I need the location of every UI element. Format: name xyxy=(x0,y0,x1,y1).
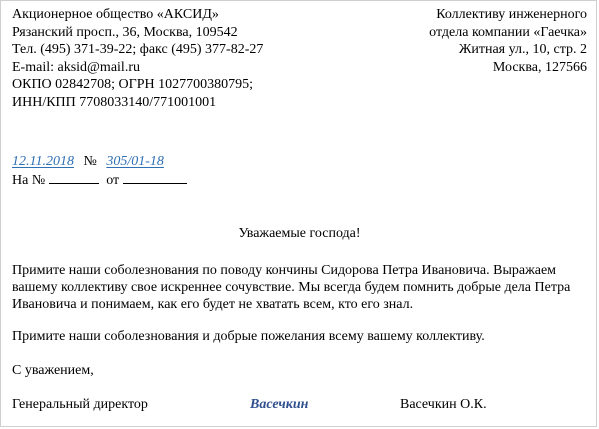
sender-block xyxy=(12,6,277,111)
sender-email: E-mail: aksid@mail.ru xyxy=(12,59,140,75)
sender-address: Рязанский просп., 36, Москва, 109542 xyxy=(12,24,238,40)
reply-prefix: На № xyxy=(12,172,46,188)
letter-date: 12.11.2018 xyxy=(12,154,74,169)
reply-from-label: от xyxy=(106,172,120,188)
recipient-line-3: Житная ул., 10, стр. 2 xyxy=(458,42,587,57)
body-paragraph-1: Примите наши соболезнования по поводу кончины Сидорова Петра Ивановича. Выражаем вашему коллективу свое искреннее сочувствие. Мы всегда будем помнить добрые дела Петра Ивановича и понимаем, как его будет не хватать всем, кто его знал. xyxy=(12,263,571,312)
recipient-line-1: Коллективу инженерного xyxy=(436,7,587,22)
reference-block xyxy=(12,153,187,189)
letter-number: 305/01-18 xyxy=(106,154,164,169)
signature-position: Генеральный директор xyxy=(12,397,148,412)
sender-inn-kpp: ИНН/КПП 7708033140/771001001 xyxy=(12,94,217,110)
sender-company: Акционерное общество «АКСИД» xyxy=(12,7,219,22)
body-paragraph-2: Примите наши соболезнования и добрые пожелания всему вашему коллективу. xyxy=(12,329,485,344)
greeting: Уважаемые господа! xyxy=(238,226,361,241)
outgoing-reference xyxy=(12,153,187,171)
reply-number-blank xyxy=(49,171,99,184)
recipient-line-2: отдела компании «Гаечка» xyxy=(429,24,587,40)
sender-okpo-ogrn: ОКПО 02842708; ОГРН 1027700380795; xyxy=(12,77,254,92)
sender-phones: Тел. (495) 371-39-22; факс (495) 377-82-27 xyxy=(12,42,264,57)
recipient-block xyxy=(429,6,587,76)
reply-date-blank xyxy=(123,171,187,184)
reply-reference xyxy=(12,171,187,190)
closing: С уважением, xyxy=(12,363,94,378)
handwritten-signature: Васечкин xyxy=(250,397,309,412)
recipient-line-4: Москва, 127566 xyxy=(492,59,587,75)
signature-name: Васечкин О.К. xyxy=(400,397,487,412)
number-sign: № xyxy=(83,154,97,169)
